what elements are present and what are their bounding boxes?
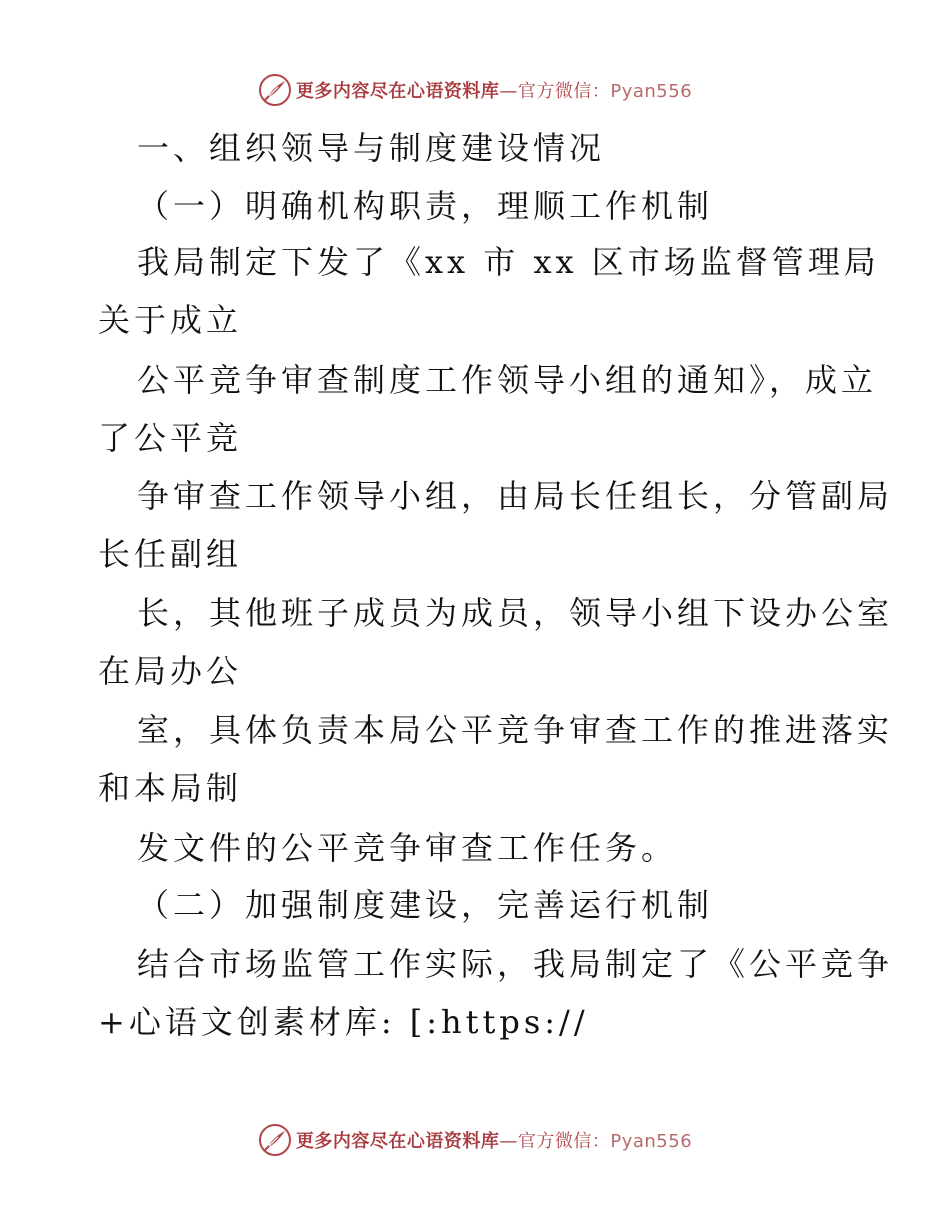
footer-handle: Pyan556 — [610, 1131, 693, 1152]
paragraph-line: 结合市场监管工作实际，我局制定了《公平竞争 — [137, 945, 894, 983]
footer-label: 官方微信： — [517, 1131, 611, 1152]
feather-pen-logo-icon — [258, 1123, 292, 1157]
paragraph-line: 公平竞争审查制度工作领导小组的通知》，成立 — [137, 361, 878, 399]
source-link-line: +心语文创素材库: [:https:// — [98, 1003, 589, 1041]
header-banner — [0, 68, 950, 112]
paragraph-line: 关于成立 — [98, 301, 243, 339]
paragraph-line: 室，具体负责本局公平竞争审查工作的推进落实 — [137, 711, 894, 749]
header-dash: — — [499, 81, 518, 102]
paragraph-line: 发文件的公平竞争审查工作任务。 — [137, 829, 678, 867]
footer-banner-text — [296, 1127, 692, 1153]
footer-banner-content — [258, 1123, 692, 1157]
paragraph-line: 我局制定下发了《xx 市 xx 区市场监督管理局 — [137, 243, 880, 281]
subsection-heading: （一）明确机构职责，理顺工作机制 — [137, 187, 714, 225]
header-banner-content — [258, 73, 692, 107]
paragraph-line: 和本局制 — [98, 769, 243, 807]
feather-pen-logo-icon — [258, 73, 292, 107]
header-brand: 更多内容尽在心语资料库 — [295, 81, 500, 102]
paragraph-line: 了公平竞 — [98, 419, 243, 457]
section-heading: 一、组织领导与制度建设情况 — [137, 129, 606, 167]
footer-brand: 更多内容尽在心语资料库 — [295, 1131, 500, 1152]
header-handle: Pyan556 — [610, 81, 693, 102]
footer-banner — [0, 1118, 950, 1162]
subsection-heading: （二）加强制度建设，完善运行机制 — [137, 886, 714, 924]
paragraph-line: 在局办公 — [98, 652, 243, 690]
header-label: 官方微信： — [517, 81, 611, 102]
header-banner-text — [296, 77, 692, 103]
paragraph-line: 长任副组 — [98, 535, 243, 573]
paragraph-line: 争审查工作领导小组，由局长任组长，分管副局 — [137, 477, 894, 515]
footer-dash: — — [499, 1131, 518, 1152]
paragraph-line: 长，其他班子成员为成员，领导小组下设办公室 — [137, 594, 894, 632]
